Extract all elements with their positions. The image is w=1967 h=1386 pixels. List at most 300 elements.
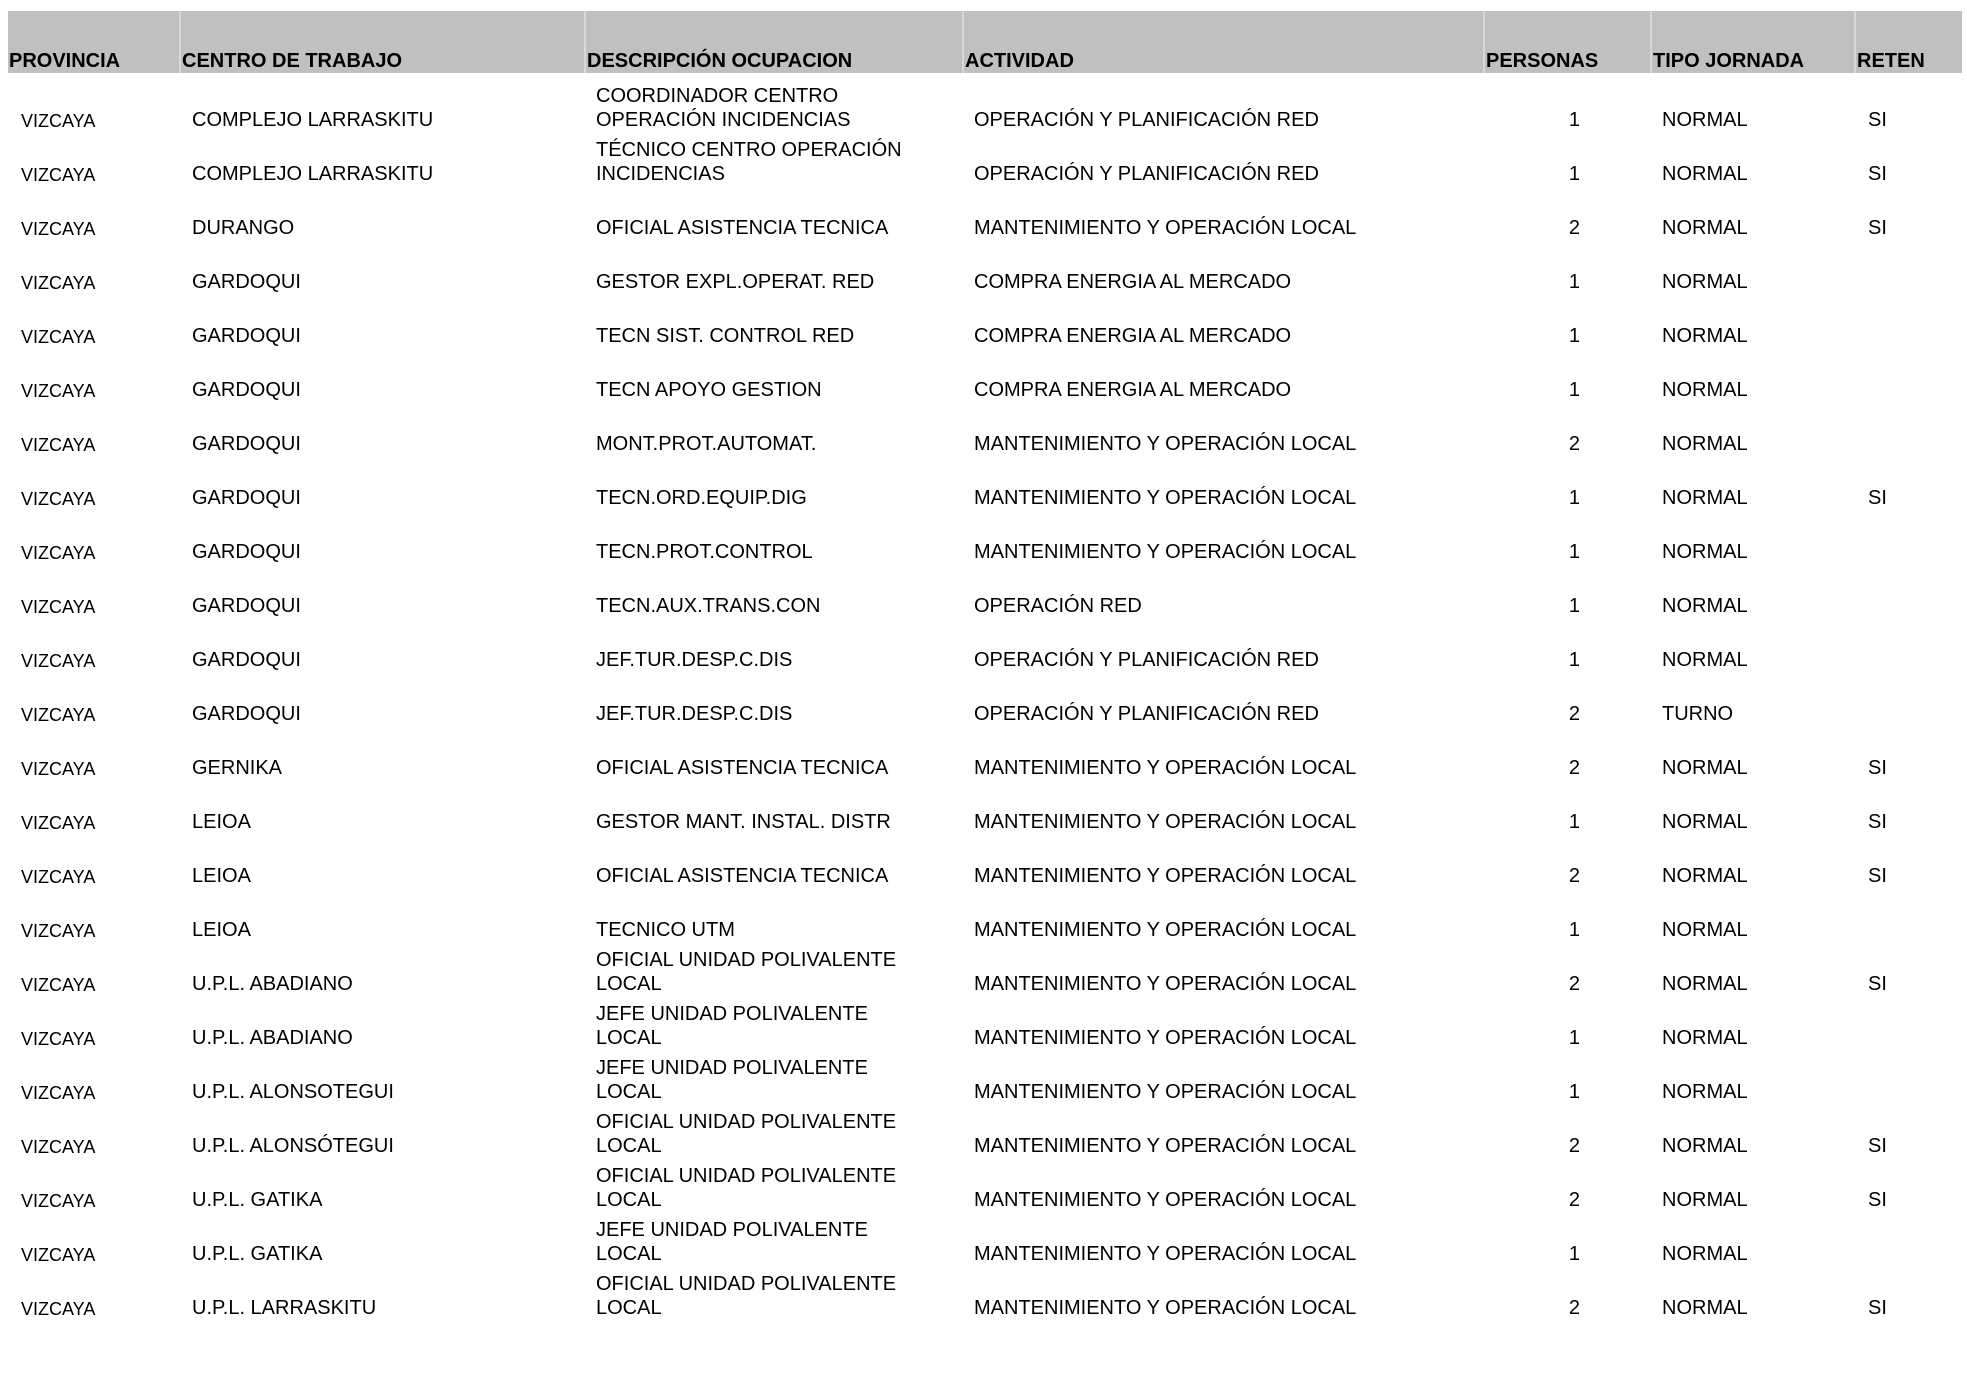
cell-centro-de-trabajo[interactable] bbox=[180, 1212, 585, 1266]
cell-centro-de-trabajo[interactable] bbox=[180, 888, 585, 942]
cell-personas[interactable] bbox=[1484, 402, 1651, 456]
cell-descripcion-ocupacion[interactable] bbox=[585, 564, 963, 618]
cell-tipo-jornada-text: NORMAL bbox=[1662, 919, 1748, 941]
cell-reten[interactable] bbox=[1855, 1212, 1962, 1266]
cell-centro-de-trabajo[interactable] bbox=[180, 78, 585, 132]
cell-actividad[interactable] bbox=[963, 1212, 1484, 1266]
cell-reten[interactable] bbox=[1855, 240, 1962, 294]
cell-centro-de-trabajo-text: LEIOA bbox=[192, 811, 251, 833]
cell-personas[interactable] bbox=[1484, 1158, 1651, 1212]
cell-personas[interactable] bbox=[1484, 834, 1651, 888]
cell-descripcion-ocupacion-text: TECN APOYO GESTION bbox=[596, 379, 822, 401]
cell-descripcion-ocupacion-text: OFICIAL UNIDAD POLIVALENTE LOCAL bbox=[596, 1111, 897, 1157]
cell-provincia[interactable] bbox=[8, 510, 180, 564]
cell-reten[interactable] bbox=[1855, 132, 1962, 186]
cell-reten[interactable] bbox=[1855, 1266, 1962, 1320]
cell-personas[interactable] bbox=[1484, 510, 1651, 564]
cell-centro-de-trabajo[interactable] bbox=[180, 294, 585, 348]
cell-provincia[interactable] bbox=[8, 1158, 180, 1212]
cell-actividad[interactable] bbox=[963, 888, 1484, 942]
cell-reten[interactable] bbox=[1855, 1158, 1962, 1212]
cell-actividad[interactable] bbox=[963, 834, 1484, 888]
cell-actividad[interactable] bbox=[963, 186, 1484, 240]
cell-personas[interactable] bbox=[1484, 348, 1651, 402]
cell-actividad[interactable] bbox=[963, 294, 1484, 348]
column-header-label: DESCRIPCIÓN OCUPACION bbox=[587, 50, 853, 72]
column-header-descripcion-ocupacion[interactable] bbox=[585, 11, 963, 73]
cell-actividad-text: COMPRA ENERGIA AL MERCADO bbox=[974, 379, 1292, 401]
cell-provincia-text: VIZCAYA bbox=[21, 1299, 96, 1319]
cell-reten[interactable] bbox=[1855, 456, 1962, 510]
cell-centro-de-trabajo-text: GARDOQUI bbox=[192, 649, 301, 671]
cell-actividad-text: MANTENIMIENTO Y OPERACIÓN LOCAL bbox=[974, 757, 1357, 779]
cell-centro-de-trabajo[interactable] bbox=[180, 510, 585, 564]
cell-tipo-jornada-text: NORMAL bbox=[1662, 1189, 1748, 1211]
cell-centro-de-trabajo[interactable] bbox=[180, 1158, 585, 1212]
cell-personas-text: 1 bbox=[1568, 919, 1580, 941]
table-row bbox=[8, 78, 1962, 132]
column-header-actividad[interactable] bbox=[963, 11, 1484, 73]
cell-reten[interactable] bbox=[1855, 294, 1962, 348]
cell-actividad-text: OPERACIÓN Y PLANIFICACIÓN RED bbox=[974, 703, 1319, 725]
cell-provincia[interactable] bbox=[8, 1050, 180, 1104]
cell-personas-text: 1 bbox=[1568, 649, 1580, 671]
cell-descripcion-ocupacion[interactable] bbox=[585, 1266, 963, 1320]
cell-reten[interactable] bbox=[1855, 834, 1962, 888]
cell-descripcion-ocupacion-text: TECN.AUX.TRANS.CON bbox=[596, 595, 821, 617]
cell-reten[interactable] bbox=[1855, 888, 1962, 942]
cell-reten-text: SI bbox=[1868, 217, 1887, 239]
cell-provincia[interactable] bbox=[8, 78, 180, 132]
cell-centro-de-trabajo-text: GARDOQUI bbox=[192, 703, 301, 725]
cell-tipo-jornada[interactable] bbox=[1651, 1050, 1855, 1104]
cell-descripcion-ocupacion[interactable] bbox=[585, 1050, 963, 1104]
cell-actividad[interactable] bbox=[963, 1104, 1484, 1158]
cell-actividad-text: MANTENIMIENTO Y OPERACIÓN LOCAL bbox=[974, 1081, 1357, 1103]
cell-centro-de-trabajo-text: DURANGO bbox=[192, 217, 295, 239]
cell-tipo-jornada-text: NORMAL bbox=[1662, 865, 1748, 887]
cell-personas-text: 1 bbox=[1568, 271, 1580, 293]
table-row bbox=[8, 132, 1962, 186]
cell-personas-text: 2 bbox=[1568, 217, 1580, 239]
cell-centro-de-trabajo[interactable] bbox=[180, 1104, 585, 1158]
cell-personas[interactable] bbox=[1484, 186, 1651, 240]
table-row bbox=[8, 402, 1962, 456]
cell-personas[interactable] bbox=[1484, 294, 1651, 348]
cell-tipo-jornada-text: NORMAL bbox=[1662, 595, 1748, 617]
cell-tipo-jornada[interactable] bbox=[1651, 456, 1855, 510]
cell-personas[interactable] bbox=[1484, 132, 1651, 186]
cell-centro-de-trabajo[interactable] bbox=[180, 942, 585, 996]
cell-personas[interactable] bbox=[1484, 564, 1651, 618]
cell-centro-de-trabajo[interactable] bbox=[180, 402, 585, 456]
cell-provincia-text: VIZCAYA bbox=[21, 273, 96, 293]
cell-provincia[interactable] bbox=[8, 132, 180, 186]
column-header-centro-de-trabajo[interactable] bbox=[180, 11, 585, 73]
cell-tipo-jornada[interactable] bbox=[1651, 294, 1855, 348]
cell-provincia-text: VIZCAYA bbox=[21, 705, 96, 725]
table-row bbox=[8, 996, 1962, 1050]
cell-tipo-jornada[interactable] bbox=[1651, 132, 1855, 186]
cell-descripcion-ocupacion-text: OFICIAL UNIDAD POLIVALENTE LOCAL bbox=[596, 1165, 897, 1211]
cell-tipo-jornada-text: NORMAL bbox=[1662, 1081, 1748, 1103]
cell-personas[interactable] bbox=[1484, 888, 1651, 942]
cell-tipo-jornada-text: NORMAL bbox=[1662, 541, 1748, 563]
cell-personas[interactable] bbox=[1484, 1050, 1651, 1104]
table-row bbox=[8, 1050, 1962, 1104]
cell-personas[interactable] bbox=[1484, 996, 1651, 1050]
cell-descripcion-ocupacion[interactable] bbox=[585, 132, 963, 186]
cell-personas-text: 2 bbox=[1568, 703, 1580, 725]
cell-tipo-jornada-text: NORMAL bbox=[1662, 757, 1748, 779]
cell-actividad[interactable] bbox=[963, 1266, 1484, 1320]
cell-provincia-text: VIZCAYA bbox=[21, 165, 96, 185]
cell-descripcion-ocupacion-text: JEFE UNIDAD POLIVALENTE LOCAL bbox=[596, 1003, 868, 1049]
cell-actividad-text: MANTENIMIENTO Y OPERACIÓN LOCAL bbox=[974, 1189, 1357, 1211]
cell-reten[interactable] bbox=[1855, 78, 1962, 132]
cell-descripcion-ocupacion[interactable] bbox=[585, 78, 963, 132]
cell-provincia[interactable] bbox=[8, 456, 180, 510]
cell-actividad[interactable] bbox=[963, 456, 1484, 510]
cell-personas-text: 1 bbox=[1568, 811, 1580, 833]
cell-personas-text: 1 bbox=[1568, 1243, 1580, 1265]
column-header-label: RETEN bbox=[1857, 50, 1925, 72]
cell-tipo-jornada[interactable] bbox=[1651, 996, 1855, 1050]
cell-descripcion-ocupacion[interactable] bbox=[585, 186, 963, 240]
cell-personas-text: 2 bbox=[1568, 1189, 1580, 1211]
cell-descripcion-ocupacion-text: TECN.ORD.EQUIP.DIG bbox=[596, 487, 807, 509]
cell-descripcion-ocupacion-text: TECNICO UTM bbox=[596, 919, 735, 941]
cell-reten-text: SI bbox=[1868, 163, 1887, 185]
cell-personas-text: 2 bbox=[1568, 865, 1580, 887]
cell-descripcion-ocupacion-text: TÉCNICO CENTRO OPERACIÓN INCIDENCIAS bbox=[596, 139, 902, 185]
cell-descripcion-ocupacion[interactable] bbox=[585, 1158, 963, 1212]
cell-actividad[interactable] bbox=[963, 996, 1484, 1050]
cell-actividad-text: MANTENIMIENTO Y OPERACIÓN LOCAL bbox=[974, 1243, 1357, 1265]
cell-centro-de-trabajo[interactable] bbox=[180, 564, 585, 618]
cell-provincia-text: VIZCAYA bbox=[21, 921, 96, 941]
cell-reten[interactable] bbox=[1855, 186, 1962, 240]
column-header-personas[interactable] bbox=[1484, 11, 1651, 73]
cell-descripcion-ocupacion[interactable] bbox=[585, 780, 963, 834]
cell-provincia-text: VIZCAYA bbox=[21, 651, 96, 671]
cell-descripcion-ocupacion-text: GESTOR MANT. INSTAL. DISTR bbox=[596, 811, 891, 833]
cell-descripcion-ocupacion-text: MONT.PROT.AUTOMAT. bbox=[596, 433, 817, 455]
cell-provincia-text: VIZCAYA bbox=[21, 867, 96, 887]
cell-provincia[interactable] bbox=[8, 402, 180, 456]
cell-tipo-jornada[interactable] bbox=[1651, 672, 1855, 726]
cell-centro-de-trabajo-text: GERNIKA bbox=[192, 757, 283, 779]
table-body bbox=[8, 73, 1962, 1320]
table-row bbox=[8, 1104, 1962, 1158]
spreadsheet bbox=[8, 11, 1962, 1320]
cell-centro-de-trabajo-text: U.P.L. GATIKA bbox=[192, 1243, 323, 1265]
cell-provincia-text: VIZCAYA bbox=[21, 813, 96, 833]
table-row bbox=[8, 240, 1962, 294]
cell-provincia[interactable] bbox=[8, 780, 180, 834]
cell-reten[interactable] bbox=[1855, 510, 1962, 564]
table-row bbox=[8, 348, 1962, 402]
cell-actividad[interactable] bbox=[963, 1050, 1484, 1104]
cell-provincia[interactable] bbox=[8, 726, 180, 780]
cell-descripcion-ocupacion[interactable] bbox=[585, 618, 963, 672]
cell-tipo-jornada-text: NORMAL bbox=[1662, 1027, 1748, 1049]
cell-tipo-jornada[interactable] bbox=[1651, 888, 1855, 942]
table-row bbox=[8, 456, 1962, 510]
cell-tipo-jornada[interactable] bbox=[1651, 78, 1855, 132]
cell-centro-de-trabajo[interactable] bbox=[180, 672, 585, 726]
cell-actividad[interactable] bbox=[963, 348, 1484, 402]
cell-reten[interactable] bbox=[1855, 996, 1962, 1050]
cell-provincia-text: VIZCAYA bbox=[21, 1083, 96, 1103]
cell-centro-de-trabajo-text: GARDOQUI bbox=[192, 595, 301, 617]
table-row bbox=[8, 618, 1962, 672]
cell-personas-text: 2 bbox=[1568, 1297, 1580, 1319]
cell-centro-de-trabajo-text: GARDOQUI bbox=[192, 325, 301, 347]
cell-reten[interactable] bbox=[1855, 780, 1962, 834]
cell-centro-de-trabajo[interactable] bbox=[180, 726, 585, 780]
cell-provincia[interactable] bbox=[8, 888, 180, 942]
cell-descripcion-ocupacion[interactable] bbox=[585, 510, 963, 564]
cell-provincia[interactable] bbox=[8, 240, 180, 294]
cell-tipo-jornada[interactable] bbox=[1651, 942, 1855, 996]
cell-descripcion-ocupacion-text: TECN SIST. CONTROL RED bbox=[596, 325, 855, 347]
cell-actividad[interactable] bbox=[963, 78, 1484, 132]
cell-provincia[interactable] bbox=[8, 618, 180, 672]
cell-tipo-jornada-text: NORMAL bbox=[1662, 163, 1748, 185]
cell-tipo-jornada[interactable] bbox=[1651, 186, 1855, 240]
cell-personas[interactable] bbox=[1484, 1212, 1651, 1266]
cell-descripcion-ocupacion[interactable] bbox=[585, 240, 963, 294]
cell-descripcion-ocupacion-text: OFICIAL ASISTENCIA TECNICA bbox=[596, 757, 889, 779]
cell-centro-de-trabajo-text: U.P.L. GATIKA bbox=[192, 1189, 323, 1211]
cell-tipo-jornada-text: NORMAL bbox=[1662, 487, 1748, 509]
cell-descripcion-ocupacion[interactable] bbox=[585, 888, 963, 942]
cell-provincia[interactable] bbox=[8, 996, 180, 1050]
cell-provincia-text: VIZCAYA bbox=[21, 543, 96, 563]
cell-provincia[interactable] bbox=[8, 942, 180, 996]
cell-tipo-jornada[interactable] bbox=[1651, 1212, 1855, 1266]
cell-tipo-jornada-text: NORMAL bbox=[1662, 1297, 1748, 1319]
cell-centro-de-trabajo[interactable] bbox=[180, 834, 585, 888]
cell-reten-text: SI bbox=[1868, 487, 1887, 509]
cell-actividad[interactable] bbox=[963, 402, 1484, 456]
cell-provincia[interactable] bbox=[8, 186, 180, 240]
table-row bbox=[8, 780, 1962, 834]
cell-descripcion-ocupacion-text: OFICIAL UNIDAD POLIVALENTE LOCAL bbox=[596, 1273, 897, 1319]
cell-personas[interactable] bbox=[1484, 942, 1651, 996]
cell-actividad-text: MANTENIMIENTO Y OPERACIÓN LOCAL bbox=[974, 811, 1357, 833]
cell-centro-de-trabajo-text: LEIOA bbox=[192, 865, 251, 887]
cell-centro-de-trabajo[interactable] bbox=[180, 132, 585, 186]
cell-provincia[interactable] bbox=[8, 834, 180, 888]
cell-descripcion-ocupacion[interactable] bbox=[585, 456, 963, 510]
cell-actividad[interactable] bbox=[963, 726, 1484, 780]
cell-personas[interactable] bbox=[1484, 780, 1651, 834]
cell-actividad[interactable] bbox=[963, 510, 1484, 564]
cell-personas[interactable] bbox=[1484, 726, 1651, 780]
cell-tipo-jornada[interactable] bbox=[1651, 618, 1855, 672]
cell-tipo-jornada-text: NORMAL bbox=[1662, 973, 1748, 995]
cell-provincia[interactable] bbox=[8, 1104, 180, 1158]
cell-provincia-text: VIZCAYA bbox=[21, 975, 96, 995]
cell-actividad[interactable] bbox=[963, 132, 1484, 186]
cell-reten[interactable] bbox=[1855, 402, 1962, 456]
cell-tipo-jornada[interactable] bbox=[1651, 1104, 1855, 1158]
cell-tipo-jornada[interactable] bbox=[1651, 780, 1855, 834]
cell-provincia[interactable] bbox=[8, 672, 180, 726]
cell-tipo-jornada[interactable] bbox=[1651, 726, 1855, 780]
cell-descripcion-ocupacion[interactable] bbox=[585, 726, 963, 780]
cell-actividad[interactable] bbox=[963, 618, 1484, 672]
cell-centro-de-trabajo[interactable] bbox=[180, 456, 585, 510]
cell-tipo-jornada[interactable] bbox=[1651, 564, 1855, 618]
cell-descripcion-ocupacion[interactable] bbox=[585, 1212, 963, 1266]
cell-reten[interactable] bbox=[1855, 564, 1962, 618]
table-row bbox=[8, 834, 1962, 888]
cell-reten[interactable] bbox=[1855, 618, 1962, 672]
cell-actividad-text: MANTENIMIENTO Y OPERACIÓN LOCAL bbox=[974, 1027, 1357, 1049]
cell-centro-de-trabajo-text: GARDOQUI bbox=[192, 541, 301, 563]
cell-centro-de-trabajo[interactable] bbox=[180, 348, 585, 402]
cell-provincia-text: VIZCAYA bbox=[21, 111, 96, 131]
cell-actividad-text: OPERACIÓN Y PLANIFICACIÓN RED bbox=[974, 109, 1319, 131]
cell-actividad-text: MANTENIMIENTO Y OPERACIÓN LOCAL bbox=[974, 487, 1357, 509]
cell-descripcion-ocupacion[interactable] bbox=[585, 942, 963, 996]
cell-descripcion-ocupacion-text: OFICIAL ASISTENCIA TECNICA bbox=[596, 865, 889, 887]
cell-descripcion-ocupacion[interactable] bbox=[585, 348, 963, 402]
table-row bbox=[8, 888, 1962, 942]
table-row bbox=[8, 1158, 1962, 1212]
column-header-provincia[interactable] bbox=[8, 11, 180, 73]
cell-centro-de-trabajo-text: U.P.L. LARRASKITU bbox=[192, 1297, 377, 1319]
cell-reten[interactable] bbox=[1855, 1104, 1962, 1158]
cell-descripcion-ocupacion-text: JEF.TUR.DESP.C.DIS bbox=[596, 649, 793, 671]
cell-actividad[interactable] bbox=[963, 942, 1484, 996]
cell-tipo-jornada[interactable] bbox=[1651, 240, 1855, 294]
cell-personas[interactable] bbox=[1484, 1266, 1651, 1320]
cell-reten[interactable] bbox=[1855, 1050, 1962, 1104]
cell-reten[interactable] bbox=[1855, 672, 1962, 726]
cell-provincia[interactable] bbox=[8, 1266, 180, 1320]
cell-personas[interactable] bbox=[1484, 240, 1651, 294]
cell-descripcion-ocupacion[interactable] bbox=[585, 672, 963, 726]
cell-provincia-text: VIZCAYA bbox=[21, 1029, 96, 1049]
column-header-label: ACTIVIDAD bbox=[965, 50, 1074, 72]
cell-provincia[interactable] bbox=[8, 564, 180, 618]
cell-tipo-jornada[interactable] bbox=[1651, 510, 1855, 564]
cell-tipo-jornada-text: NORMAL bbox=[1662, 433, 1748, 455]
cell-personas-text: 1 bbox=[1568, 109, 1580, 131]
cell-descripcion-ocupacion[interactable] bbox=[585, 402, 963, 456]
cell-actividad[interactable] bbox=[963, 780, 1484, 834]
cell-provincia[interactable] bbox=[8, 294, 180, 348]
cell-actividad[interactable] bbox=[963, 564, 1484, 618]
cell-tipo-jornada[interactable] bbox=[1651, 402, 1855, 456]
cell-descripcion-ocupacion-text: GESTOR EXPL.OPERAT. RED bbox=[596, 271, 875, 293]
cell-reten-text: SI bbox=[1868, 109, 1887, 131]
cell-centro-de-trabajo[interactable] bbox=[180, 186, 585, 240]
cell-tipo-jornada[interactable] bbox=[1651, 348, 1855, 402]
cell-centro-de-trabajo[interactable] bbox=[180, 1050, 585, 1104]
cell-descripcion-ocupacion[interactable] bbox=[585, 996, 963, 1050]
cell-actividad-text: MANTENIMIENTO Y OPERACIÓN LOCAL bbox=[974, 973, 1357, 995]
cell-provincia[interactable] bbox=[8, 1212, 180, 1266]
cell-descripcion-ocupacion-text: JEFE UNIDAD POLIVALENTE LOCAL bbox=[596, 1219, 868, 1265]
cell-actividad-text: MANTENIMIENTO Y OPERACIÓN LOCAL bbox=[974, 865, 1357, 887]
cell-descripcion-ocupacion-text: TECN.PROT.CONTROL bbox=[596, 541, 813, 563]
header-row bbox=[8, 11, 1962, 73]
column-header-label: PROVINCIA bbox=[9, 50, 121, 72]
cell-actividad[interactable] bbox=[963, 672, 1484, 726]
cell-actividad[interactable] bbox=[963, 1158, 1484, 1212]
cell-tipo-jornada[interactable] bbox=[1651, 834, 1855, 888]
cell-centro-de-trabajo[interactable] bbox=[180, 618, 585, 672]
cell-centro-de-trabajo-text: U.P.L. ABADIANO bbox=[192, 1027, 353, 1049]
cell-centro-de-trabajo[interactable] bbox=[180, 780, 585, 834]
cell-centro-de-trabajo-text: U.P.L. ALONSÓTEGUI bbox=[192, 1135, 394, 1157]
cell-centro-de-trabajo-text: LEIOA bbox=[192, 919, 251, 941]
cell-reten[interactable] bbox=[1855, 726, 1962, 780]
column-header-reten[interactable] bbox=[1855, 11, 1962, 73]
cell-reten-text: SI bbox=[1868, 811, 1887, 833]
cell-actividad[interactable] bbox=[963, 240, 1484, 294]
cell-personas-text: 2 bbox=[1568, 973, 1580, 995]
cell-personas-text: 1 bbox=[1568, 487, 1580, 509]
cell-personas-text: 1 bbox=[1568, 595, 1580, 617]
cell-tipo-jornada[interactable] bbox=[1651, 1158, 1855, 1212]
cell-centro-de-trabajo[interactable] bbox=[180, 240, 585, 294]
cell-provincia[interactable] bbox=[8, 348, 180, 402]
table-row bbox=[8, 186, 1962, 240]
cell-reten-text: SI bbox=[1868, 1297, 1887, 1319]
cell-reten[interactable] bbox=[1855, 348, 1962, 402]
cell-descripcion-ocupacion-text: OFICIAL ASISTENCIA TECNICA bbox=[596, 217, 889, 239]
cell-provincia-text: VIZCAYA bbox=[21, 327, 96, 347]
table-row bbox=[8, 294, 1962, 348]
cell-tipo-jornada-text: NORMAL bbox=[1662, 1243, 1748, 1265]
cell-descripcion-ocupacion-text: OFICIAL UNIDAD POLIVALENTE LOCAL bbox=[596, 949, 897, 995]
cell-descripcion-ocupacion[interactable] bbox=[585, 834, 963, 888]
cell-provincia-text: VIZCAYA bbox=[21, 381, 96, 401]
cell-provincia-text: VIZCAYA bbox=[21, 1191, 96, 1211]
cell-reten[interactable] bbox=[1855, 942, 1962, 996]
cell-centro-de-trabajo[interactable] bbox=[180, 1266, 585, 1320]
cell-centro-de-trabajo[interactable] bbox=[180, 996, 585, 1050]
cell-tipo-jornada-text: NORMAL bbox=[1662, 649, 1748, 671]
cell-personas-text: 2 bbox=[1568, 757, 1580, 779]
cell-descripcion-ocupacion[interactable] bbox=[585, 1104, 963, 1158]
table-row bbox=[8, 942, 1962, 996]
cell-tipo-jornada-text: NORMAL bbox=[1662, 379, 1748, 401]
cell-personas-text: 1 bbox=[1568, 1081, 1580, 1103]
cell-personas[interactable] bbox=[1484, 1104, 1651, 1158]
column-header-tipo-jornada[interactable] bbox=[1651, 11, 1855, 73]
cell-descripcion-ocupacion[interactable] bbox=[585, 294, 963, 348]
cell-tipo-jornada[interactable] bbox=[1651, 1266, 1855, 1320]
table-row bbox=[8, 672, 1962, 726]
cell-reten-text: SI bbox=[1868, 973, 1887, 995]
cell-personas[interactable] bbox=[1484, 618, 1651, 672]
cell-personas[interactable] bbox=[1484, 456, 1651, 510]
cell-provincia-text: VIZCAYA bbox=[21, 1137, 96, 1157]
cell-actividad-text: MANTENIMIENTO Y OPERACIÓN LOCAL bbox=[974, 217, 1357, 239]
table-row bbox=[8, 510, 1962, 564]
cell-tipo-jornada-text: NORMAL bbox=[1662, 325, 1748, 347]
cell-personas[interactable] bbox=[1484, 672, 1651, 726]
cell-centro-de-trabajo-text: U.P.L. ABADIANO bbox=[192, 973, 353, 995]
cell-personas[interactable] bbox=[1484, 78, 1651, 132]
